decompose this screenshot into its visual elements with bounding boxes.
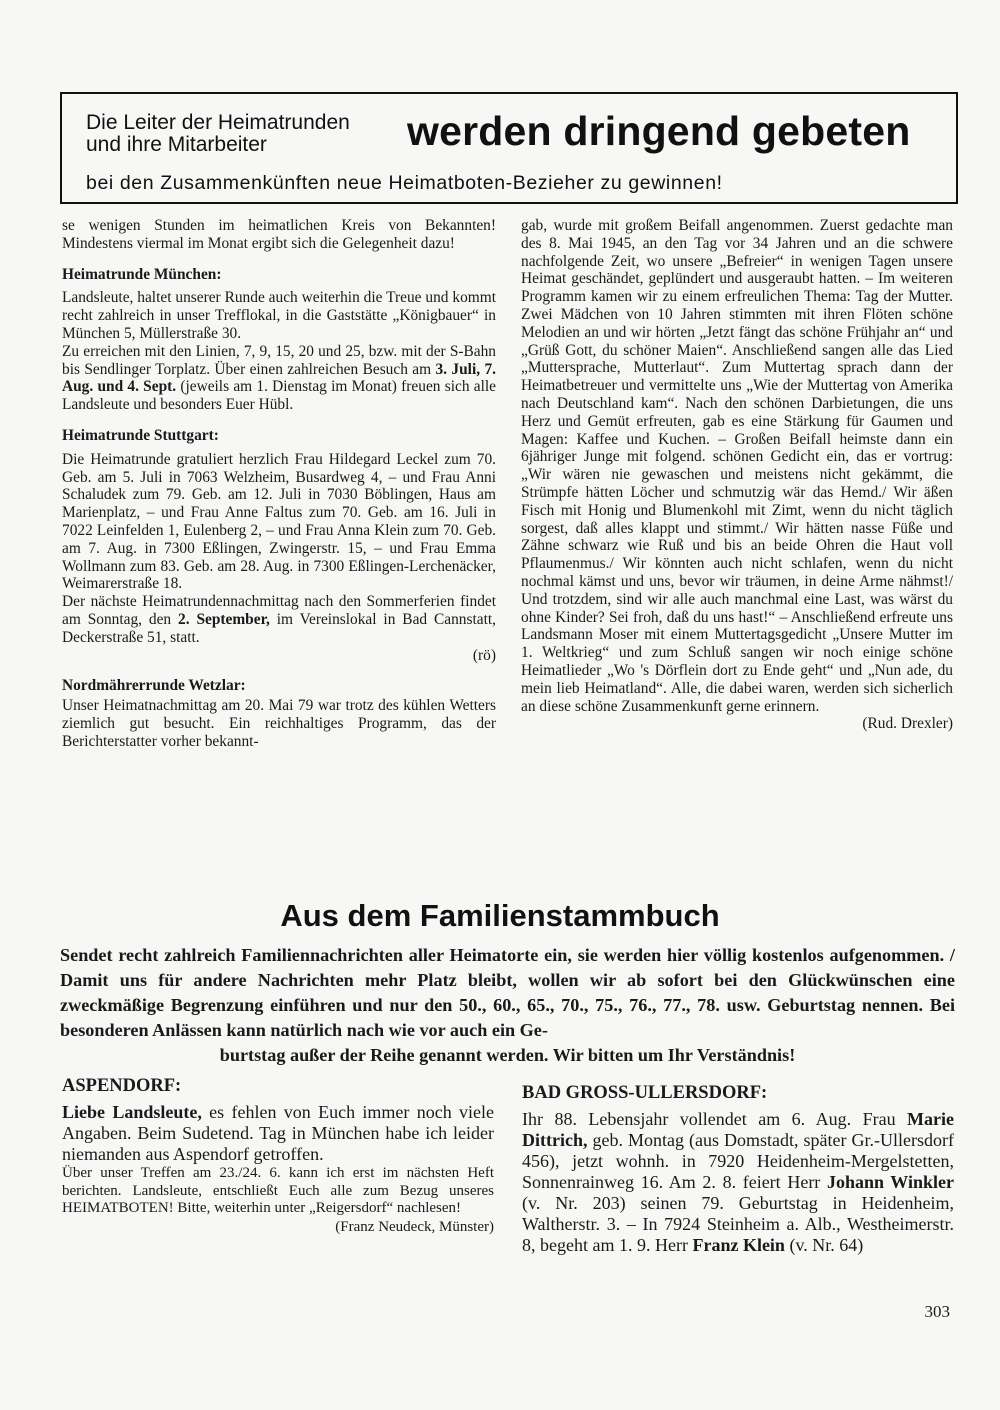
banner-line-2: und ihre Mitarbeiter	[86, 133, 267, 156]
wetzlar-paragraph: Unser Heimatnachmittag am 20. Mai 79 war trotz des kühlen Wetters ziemlich gut besucht. Ein reichhaltiges Programm, das der Berichterstatter vorher bekannt-	[62, 697, 496, 750]
muenchen-heading: Heimatrunde München:	[62, 265, 222, 283]
aspendorf-greeting: Liebe Landsleute,	[62, 1102, 202, 1122]
ullersdorf-text-4: (v. Nr. 64)	[784, 1235, 864, 1255]
stuttgart-signature: (rö)	[472, 646, 496, 664]
intro-paragraph: se wenigen Stunden im heimatlichen Kreis von Bekannten! Mindestens viermal im Monat ergibt sich die Gelegenheit dazu!	[62, 217, 496, 252]
banner-addressees	[86, 112, 350, 156]
aspendorf-heading: ASPENDORF:	[62, 1076, 182, 1096]
muenchen-text-a: Zu erreichen mit den Linien, 7, 9, 15, 20 und 25, bzw. mit der S-Bahn bis Sendlinger Torplatz. Über einen zahlreichen Besuch am	[62, 342, 496, 378]
appeal-banner	[60, 92, 958, 204]
muenchen-text-b: (jeweils am 1. Dienstag im Monat) freuen sich alle Landsleute und besonders Euer Hübl.	[62, 378, 496, 414]
muenchen-dates: 3. Juli, 7. Aug. und 4. Sept.	[62, 360, 496, 396]
name-marie-dittrich: Marie Dittrich,	[522, 1109, 954, 1150]
banner-headline: werden dringend gebeten	[407, 108, 911, 154]
aspendorf-text: es fehlen von Euch immer noch viele Angaben. Beim Sudetend. Tag in München habe ich leider niemanden aus Aspendorf getroffen.	[62, 1102, 494, 1164]
stuttgart-text-a: Der nächste Heimatrundennachmittag nach den Sommerferien findet am Sonntag, den	[62, 593, 496, 628]
wetzlar-heading: Nordmährerrunde Wetzlar:	[62, 677, 246, 695]
banner-appeal: bei den Zusammenkünften neue Heimatboten-Bezieher zu gewinnen!	[86, 172, 723, 194]
notice-main: Sendet recht zahlreich Familiennachrichten aller Heimatorte ein, sie werden hier völlig kostenlos aufgenommen. / Damit uns für andere Nachrichten mehr Platz bleibt, wollen wir ab sofort bei den Glückwünschen eine zweckmäßige Begrenzung einführen und nur den 50., 60., 65., 70., 75., 76., 77., 78. usw. Geburtstag nennen. Bei besonderen Anlässen kann natürlich nach wie vor auch ein Ge-	[60, 945, 955, 1040]
wetzlar-report: gab, wurde mit großem Beifall angenommen. Zuerst gedachte man des 8. Mai 1945, an den Tag vor 34 Jahren und an die schwere nachfolgende Zeit, wo unsere „Befreier“ in wenigen Tagen unsere Heimat geschändet, geplündert und ausgeraubt hatten. – Im weiteren Programm kamen wir zu einem erfreulichen Thema: Tag der Mutter. Zwei Mädchen von 10 Jahren stimmten mit ihren Flöten schöne Melodien an und wir hörten „Jetzt fängt das schöne Frühjahr an“ und „Grüß Gott, du schöner Maien“. Anschließend sangen alle das Lied „Muttersprache, Mutterlaut“. Zum Muttertag sprach dann der Heimatbetreuer und vermittelte uns „Wie der Muttertag von Amerika nach Deutschland kam“. Nach den schönen Darbietungen, die uns Herz und Gemüt erfreuten, gab es eine Stärkung für Gaumen und Magen: Kaffee und Kuchen. – Großen Beifall heimste dann ein 6jähriger Junge mit folgend. schönen Gedicht ein, das er vortrug: „Wir wären nie gewaschen und meistens nicht gekämmt, die Strümpfe hätten Löcher und schmutzig wär das Hemd./ Wir äßen Fisch mit Honig und Blumenkohl mit Zimt, wenn du nicht täglich sorgest, daß alles klappt und stimmt./ Wir hätten nasse Füße und Zähne schwarz wie Ruß und bis an beide Ohren die Haut voll Pflaumenmus./ Wir könnten auch nicht schlafen, wenn du nicht nochmal kämst und uns, bevor wir träumen, in deine Arme nähmst!/ Und trotzdem, sind wir alle auch manchmal eine Last, was wärst du ohne Kinder? Sei froh, daß du uns hast!“ – Anschließend erfreute uns Landsmann Moser mit einem Muttertagsgedicht „Unsere Mutter im 1. Weltkrieg“ und zum Schluß sangen wir noch einige schöne Heimatlieder „Wo 's Dörflein dort zu Ende geht“ und „Nun ade, du mein lieb Heimatland“. Alle, die dabei waren, werden sich sicherlich an diese schöne Zusammenkunft gerne erinnern.	[521, 217, 953, 715]
stuttgart-paragraph-2	[62, 593, 496, 646]
aspendorf-paragraph-1	[62, 1102, 494, 1165]
left-column	[62, 217, 496, 751]
stuttgart-paragraph-1: Die Heimatrunde gratuliert herzlich Frau Hildegard Leckel zum 70. Geb. am 5. Juli in 7063 Welzheim, Busardweg 4, – und Frau Anni Schaludek zum 79. Geb. am 12. Juli in 7030 Böblingen, Haus am Marienplatz, – und Frau Anne Faltus zum 70. Geb. am 16. Juli in 7022 Leinfelden 1, Eulenberg 2, – und Frau Anna Klein zum 70. Geb. am 7. Aug. in 7300 Eßlingen, Zwingerstr. 15, – und Frau Emma Wollmann zum 83. Geb. am 28. Aug. in 7300 Eßlingen-Lerchenäcker, Weimarerstraße 18.	[62, 450, 496, 593]
stuttgart-date: 2. September,	[178, 610, 270, 628]
notice-last-line: burtstag außer der Reihe genannt werden. Wir bitten um Ihr Verständnis!	[219, 1045, 796, 1065]
ullersdorf-text-1: Ihr 88. Lebensjahr vollendet am 6. Aug. Frau	[522, 1109, 908, 1129]
stuttgart-heading: Heimatrunde Stuttgart:	[62, 426, 219, 444]
ullersdorf-text-3: (v. Nr. 203) seinen 79. Geburtstag in Heidenheim, Waltherstr. 3. – In 7924 Steinheim a. Alb., Westheimerstr. 8, begeht am 1. 9. Herr	[522, 1193, 954, 1255]
ullersdorf-paragraph	[522, 1109, 954, 1256]
aspendorf-entry	[62, 1076, 494, 1236]
right-column	[521, 217, 953, 733]
section-title: Aus dem Familienstammbuch	[280, 898, 720, 933]
name-franz-klein: Franz Klein	[692, 1235, 785, 1255]
ullersdorf-text-2: geb. Montag (aus Domstadt, später Gr.-Ullersdorf 456), jetzt wohnh. in 7920 Heidenheim-Mergelstetten, Sonnenrainweg 16. Am 2. 8. feiert Herr	[522, 1130, 954, 1192]
name-johann-winkler: Johann Winkler	[826, 1172, 954, 1192]
stuttgart-text-b: im Vereinslokal in Bad Cannstatt, Deckerstraße 51, statt.	[62, 610, 496, 646]
banner-line-1: Die Leiter der Heimatrunden	[86, 111, 350, 134]
family-notice	[60, 943, 955, 1068]
ullersdorf-heading: BAD GROSS-ULLERSDORF:	[522, 1083, 768, 1103]
aspendorf-signature: (Franz Neudeck, Münster)	[335, 1218, 494, 1235]
muenchen-paragraph-1: Landsleute, haltet unserer Runde auch weiterhin die Treue und kommt recht zahlreich in unser Trefflokal, in die Gaststätte „Königbauer“ in München 5, Müllerstraße 30.	[62, 289, 496, 342]
aspendorf-paragraph-2: Über unser Treffen am 23./24. 6. kann ich erst im nächsten Heft berichten. Landsleute, entschließt Euch alle zum Bezug unseres HEIMATBOTEN! Bitte, weiterhin unter „Reigersdorf“ nachlesen!	[62, 1165, 494, 1216]
ullersdorf-entry	[522, 1083, 954, 1256]
page-number: 303	[924, 1302, 950, 1321]
wetzlar-signature: (Rud. Drexler)	[862, 715, 953, 733]
muenchen-paragraph-2	[62, 343, 496, 414]
